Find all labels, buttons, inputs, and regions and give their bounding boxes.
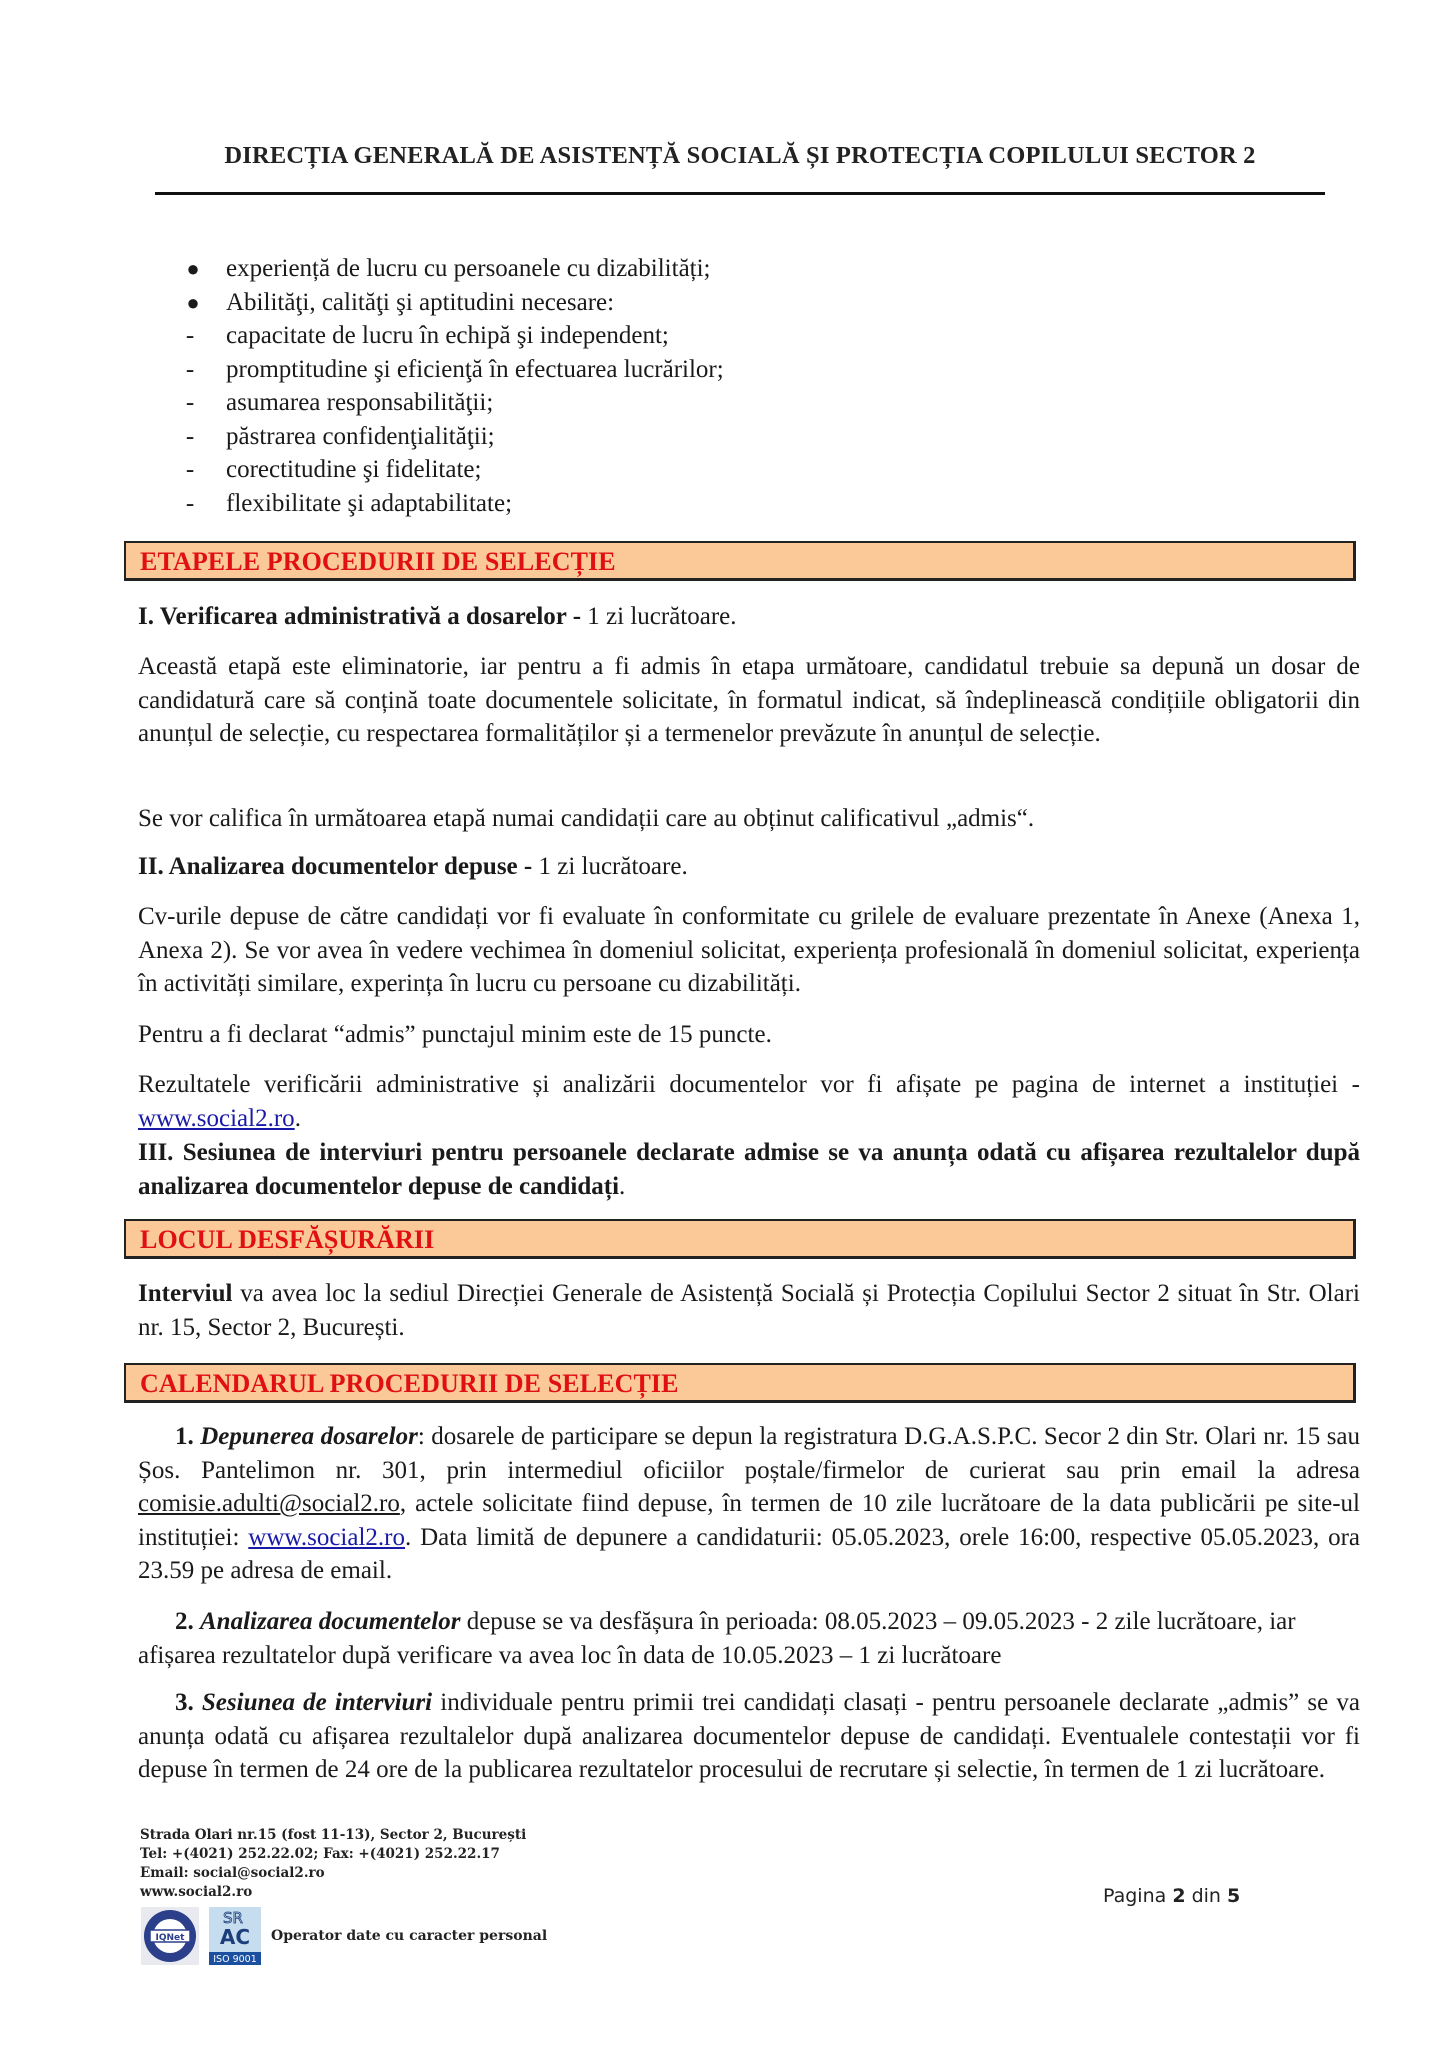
dash-icon: - <box>185 489 195 517</box>
footer-email: Email: social@social2.ro <box>140 1865 325 1881</box>
step2-text: Cv-urile depuse de către candidați vor fi evaluate în conformitate cu grilele de evaluare prezentate în Anexe (Anexa 1, Anexa 2). Se vor avea în vedere vechimea în domeniul solicitat, experiența profesională în domeniul solicitat, experiența în activități similare, experința în lucru cu persoane cu dizabilități. <box>138 903 1360 997</box>
svg-text:AC: AC <box>219 1925 251 1949</box>
list-item: ● experiență de lucru cu persoanele cu dizabilități; <box>138 252 1360 286</box>
locul-text: Interviul va avea loc la sediul Direcției Generale de Asistență Socială și Protecția Copilului Sector 2 situat în Str. Olari nr. 15, Sector 2, București. <box>138 1280 1360 1341</box>
dash-icon: - <box>185 456 195 483</box>
calendar-item-3: 3. Sesiunea de interviuri individuale pentru primii trei candidați clasați - pentru persoanele declarate „admis” se va anunța odată cu afișarea rezultalelor după analizarea documentelor depuse de candidați. Eventualele contestații vor fi depuse în termen de 24 ore de la publicarea rezultatelor procesului de recrutare și selectie, în termen de 1 zi lucrătoare. <box>138 1689 1360 1783</box>
list-item: ● Abilităţi, calităţi şi aptitudini necesare: <box>138 286 1360 320</box>
svg-text:ISO 9001: ISO 9001 <box>213 1954 257 1965</box>
step1-heading: I. Verificarea administrativă a dosarelor - 1 zi lucrătoare. <box>138 603 737 630</box>
list-item: - păstrarea confidenţialităţii; <box>138 420 1360 454</box>
dash-icon: - <box>185 322 195 349</box>
footer-phone: Tel: +(4021) 252.22.02; Fax: +(4021) 252.22.17 <box>140 1846 500 1862</box>
svg-text:SR: SR <box>223 1909 243 1927</box>
section-heading-calendar: CALENDARUL PROCEDURII DE SELECȚIE <box>124 1363 1356 1403</box>
website-link[interactable]: www.social2.ro <box>248 1523 405 1551</box>
footer-website: www.social2.ro <box>140 1884 253 1900</box>
dash-icon: - <box>185 422 195 450</box>
list-item: - corectitudine şi fidelitate; <box>138 453 1360 487</box>
footer-logos <box>141 1906 547 1966</box>
section-heading-locul: LOCUL DESFĂȘURĂRII <box>124 1219 1356 1259</box>
page-header-title: DIRECȚIA GENERALĂ DE ASISTENȚĂ SOCIALĂ ȘI PROTECȚIA COPILULUI SECTOR 2 <box>224 142 1256 169</box>
bullet-icon: ● <box>186 289 200 315</box>
list-item: - capacitate de lucru în echipă şi independent; <box>138 319 1360 353</box>
iqnet-logo-icon <box>141 1907 199 1965</box>
list-item: - asumarea responsabilităţii; <box>138 386 1360 420</box>
calendar-item-1: 1. Depunerea dosarelor: dosarele de participare se depun la registratura D.G.A.S.P.C. Secor 2 din Str. Olari nr. 15 sau Șos. Pantelimon nr. 301, prin intermediul oficiilor poștale/firmelor de curierat sau prin email la adresa comisie.adulti@social2.ro, actele solicitate fiind depuse, în termen de 10 zile lucrătoare de la data publicării pe site-ul instituției: www.social2.ro. Data limită de depunere a candidaturii: 05.05.2023, orele 16:00, respective 05.05.2023, ora 23.59 pe adresa de email. <box>138 1423 1361 1584</box>
step3-text: III. Sesiunea de interviuri pentru persoanele declarate admise se va anunța odată cu afișarea rezultalelor după analizarea documentelor depuse de candidați. <box>138 1139 1360 1200</box>
header-divider <box>155 192 1325 195</box>
step1-text: Această etapă este eliminatorie, iar pentru a fi admis în etapa următoare, candidatul trebuie sa depună un dosar de candidatură care să conțină toate documentele solicitate, în formatul indicat, să îndeplinească condițiile obligatorii din anunțul de selecție, cu respectarea formalităților și a termenelor prevăzute în anunțul de selecție. <box>138 653 1360 747</box>
bullet-icon: ● <box>186 256 200 281</box>
step2-heading: II. Analizarea documentelor depuse - 1 zi lucrătoare. <box>138 853 688 880</box>
website-link[interactable]: www.social2.ro <box>138 1104 295 1132</box>
footer-contact <box>140 1826 526 1902</box>
results-text: Rezultatele verificării administrative și analizării documentelor vor fi afișate pe pagina de internet a instituției - www.social2.ro. <box>138 1071 1360 1132</box>
dash-icon: - <box>185 389 195 416</box>
page-number: Pagina 2 din 5 <box>1103 1885 1241 1907</box>
svg-text:IQNet: IQNet <box>155 1933 185 1943</box>
requirements-list <box>138 252 1360 520</box>
operator-label: Operator date cu caracter personal <box>271 1928 548 1944</box>
step1-note: Se vor califica în următoarea etapă numai candidații care au obținut calificativul „admis“. <box>138 805 1035 832</box>
step2-minimum: Pentru a fi declarat “admis” punctajul minim este de 15 puncte. <box>138 1021 772 1048</box>
section-heading-etapele: ETAPELE PROCEDURII DE SELECȚIE <box>124 541 1356 581</box>
footer-address: Strada Olari nr.15 (fost 11-13), Sector 2, București <box>140 1827 527 1843</box>
calendar-item-2: 2. Analizarea documentelor depuse se va desfășura în perioada: 08.05.2023 – 09.05.2023 - 2 zile lucrătoare, iar afișarea rezultatelor după verificare va avea loc în data de 10.05.2023 – 1 zi lucrătoare <box>138 1608 1296 1669</box>
email-link[interactable]: comisie.adulti@social2.ro <box>138 1490 400 1517</box>
requirements-list-block <box>138 252 1360 520</box>
list-item: - promptitudine şi eficienţă în efectuarea lucrărilor; <box>138 353 1360 387</box>
dash-icon: - <box>185 355 195 383</box>
list-item: - flexibilitate şi adaptabilitate; <box>138 487 1360 521</box>
srac-iso-logo-icon <box>209 1907 261 1965</box>
